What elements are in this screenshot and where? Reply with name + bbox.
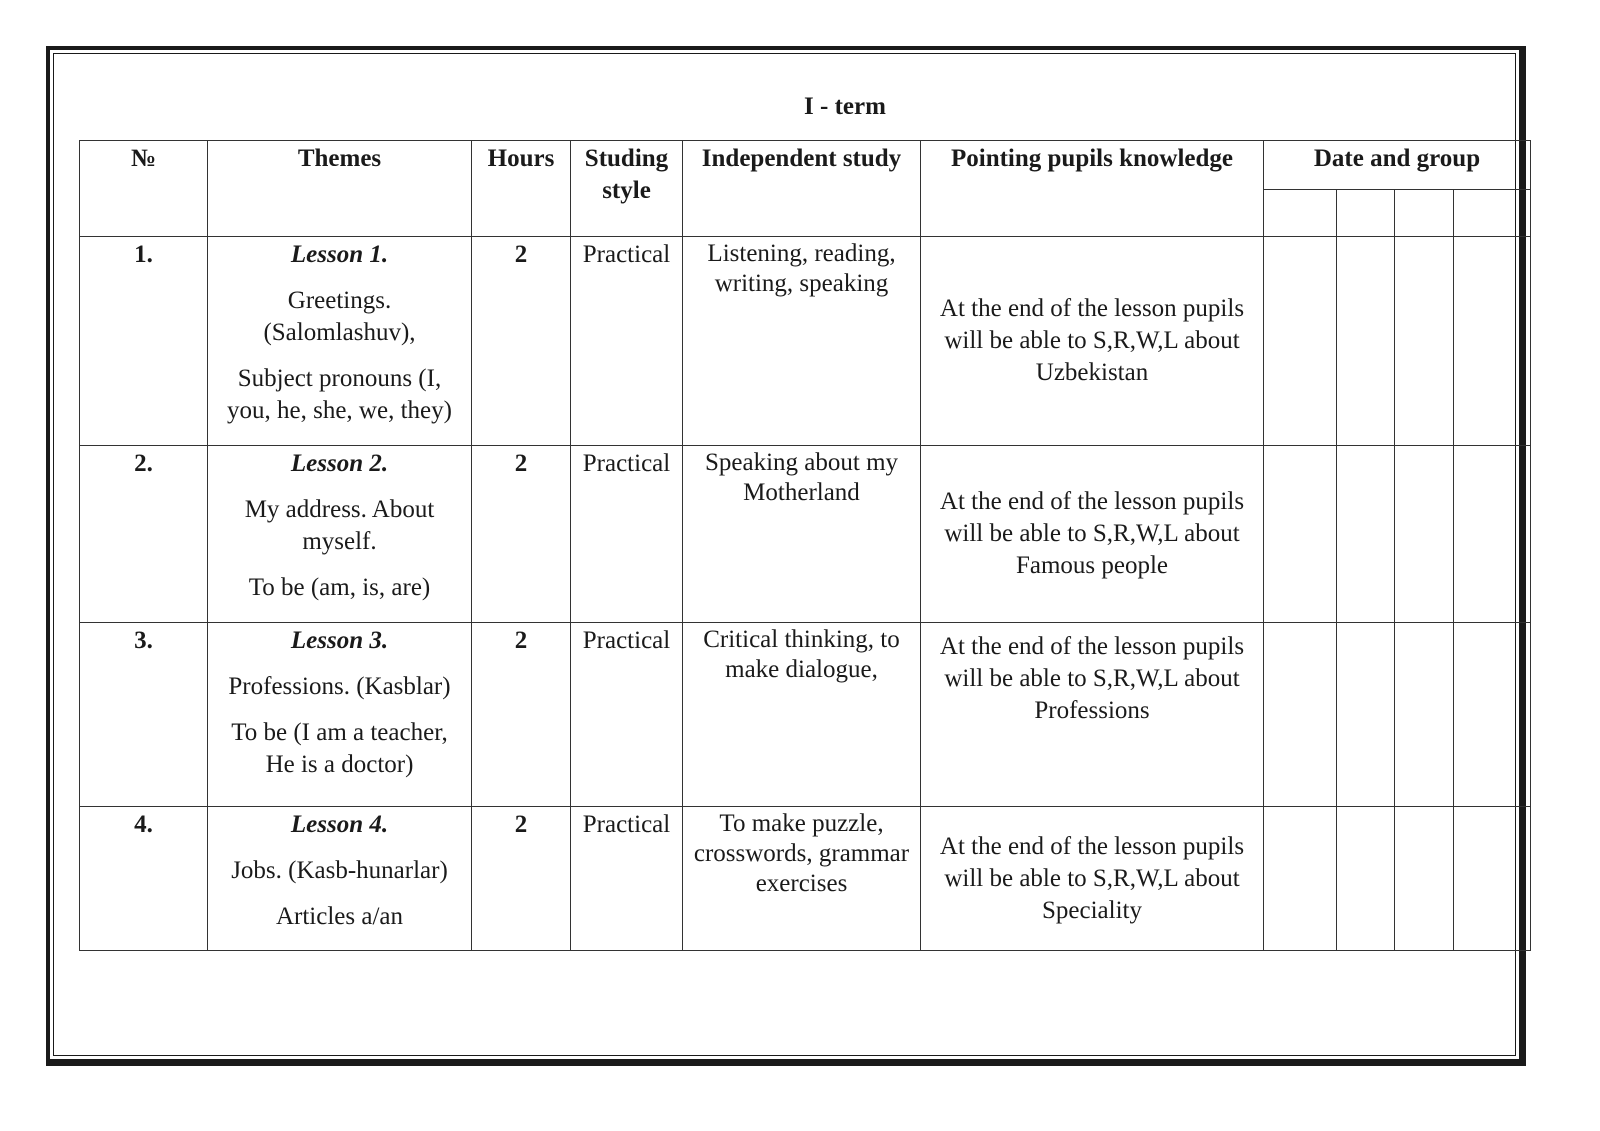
- theme-text: Jobs. (Kasb-hunarlar): [231, 857, 448, 884]
- theme-text: My address. About myself.: [244, 496, 435, 555]
- header-hours: Hours: [472, 141, 571, 237]
- date-group-cell: [1264, 446, 1337, 623]
- pointing-knowledge-cell: [921, 237, 1264, 446]
- hours-cell: 2: [472, 446, 571, 623]
- pointing-knowledge-text: At the end of the lesson pupils will be able to S,R,W,L about Professions: [939, 633, 1245, 724]
- row-number: 3.: [80, 623, 208, 807]
- date-group-cell: [1454, 237, 1531, 446]
- date-group-cell: [1337, 446, 1395, 623]
- table-row: [80, 237, 1531, 446]
- themes-cell: [208, 807, 472, 951]
- date-group-cell: [1264, 807, 1337, 951]
- row-number: 1.: [80, 237, 208, 446]
- table-row: [80, 446, 1531, 623]
- row-number: 2.: [80, 446, 208, 623]
- header-studing-style: Studing style: [571, 141, 683, 237]
- pointing-knowledge-cell: [921, 623, 1264, 807]
- theme-grammar: Articles a/an: [275, 903, 404, 930]
- table-row: [80, 623, 1531, 807]
- independent-study-text: Speaking about my Motherland: [704, 449, 899, 506]
- header-date-group: Date and group: [1264, 141, 1531, 190]
- table-row: [80, 807, 1531, 951]
- date-group-cell: [1337, 807, 1395, 951]
- header-pointing-knowledge: Pointing pupils knowledge: [921, 141, 1264, 237]
- lesson-title: Lesson 2.: [290, 450, 389, 477]
- date-group-cell: [1395, 237, 1454, 446]
- date-group-cell: [1337, 237, 1395, 446]
- pointing-knowledge-text: At the end of the lesson pupils will be able to S,R,W,L about Speciality: [939, 832, 1245, 924]
- date-group-cell: [1454, 807, 1531, 951]
- hours-cell: 2: [472, 807, 571, 951]
- date-group-cell: [1264, 623, 1337, 807]
- date-group-cell: [1337, 623, 1395, 807]
- date-group-cell: [1264, 190, 1337, 237]
- date-group-cell: [1395, 623, 1454, 807]
- studing-style-cell: Practical: [571, 623, 683, 807]
- row-number: 4.: [80, 807, 208, 951]
- date-group-cell: [1395, 446, 1454, 623]
- date-group-cell: [1454, 190, 1531, 237]
- term-title: I - term: [804, 93, 886, 120]
- independent-study-text: Critical thinking, to make dialogue,: [703, 626, 900, 683]
- theme-grammar: Subject pronouns (I, you, he, she, we, they): [227, 365, 452, 424]
- lesson-plan-table: [79, 140, 1531, 951]
- header-themes: Themes: [208, 141, 472, 237]
- theme-text: Greetings. (Salomlashuv),: [263, 287, 416, 346]
- independent-study-text: To make puzzle, crosswords, grammar exercises: [693, 810, 910, 897]
- header-independent-study: Independent study: [683, 141, 921, 237]
- independent-study-cell: [683, 237, 921, 446]
- theme-grammar: To be (I am a teacher, He is a doctor): [231, 719, 448, 778]
- studing-style-cell: Practical: [571, 807, 683, 951]
- themes-cell: [208, 623, 472, 807]
- independent-study-cell: [683, 446, 921, 623]
- pointing-knowledge-text: At the end of the lesson pupils will be able to S,R,W,L about Famous people: [939, 488, 1245, 579]
- themes-cell: [208, 237, 472, 446]
- theme-text: Professions. (Kasblar): [228, 673, 451, 700]
- hours-cell: 2: [472, 237, 571, 446]
- pointing-knowledge-cell: [921, 807, 1264, 951]
- table-header-row: [80, 141, 1531, 190]
- pointing-knowledge-cell: [921, 446, 1264, 623]
- independent-study-text: Listening, reading, writing, speaking: [707, 240, 896, 297]
- date-group-cell: [1454, 623, 1531, 807]
- themes-cell: [208, 446, 472, 623]
- lesson-title: Lesson 3.: [290, 627, 389, 654]
- studing-style-cell: Practical: [571, 237, 683, 446]
- date-group-cell: [1264, 237, 1337, 446]
- studing-style-cell: Practical: [571, 446, 683, 623]
- lesson-title: Lesson 4.: [290, 811, 389, 838]
- hours-cell: 2: [472, 623, 571, 807]
- theme-grammar: To be (am, is, are): [248, 574, 431, 601]
- lesson-title: Lesson 1.: [290, 241, 389, 268]
- independent-study-cell: [683, 623, 921, 807]
- date-group-cell: [1395, 807, 1454, 951]
- pointing-knowledge-text: At the end of the lesson pupils will be able to S,R,W,L about Uzbekistan: [939, 295, 1245, 386]
- date-group-cell: [1337, 190, 1395, 237]
- independent-study-cell: [683, 807, 921, 951]
- date-group-cell: [1395, 190, 1454, 237]
- header-num: №: [80, 141, 208, 237]
- date-group-cell: [1454, 446, 1531, 623]
